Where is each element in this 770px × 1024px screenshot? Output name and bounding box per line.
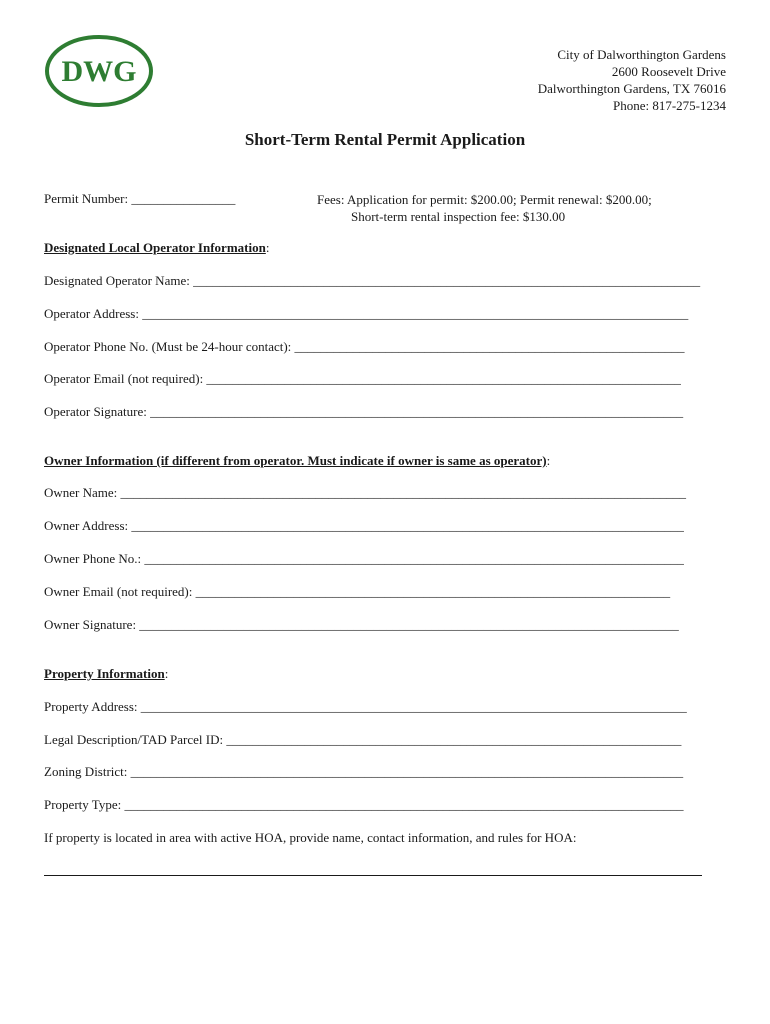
property-heading-text: Property Information <box>44 666 165 681</box>
owner-email-field[interactable]: Owner Email (not required): _________________________________________________________________________ <box>44 584 671 599</box>
owner-phone-field[interactable]: Owner Phone No.: ___________________________________________________________________________________ <box>44 551 684 566</box>
owner-signature-field[interactable]: Owner Signature: ___________________________________________________________________________________ <box>44 617 679 632</box>
operator-heading-text: Designated Local Operator Information <box>44 240 266 255</box>
parcel-id-field[interactable]: Legal Description/TAD Parcel ID: ______________________________________________________________________ <box>44 732 682 747</box>
property-type-field[interactable]: Property Type: ______________________________________________________________________________________ <box>44 797 684 812</box>
logo-text: DWG <box>61 55 137 88</box>
city-logo <box>44 34 154 108</box>
city-state-zip: Dalworthington Gardens, TX 76016 <box>537 81 726 96</box>
city-name: City of Dalworthington Gardens <box>557 47 726 62</box>
fees-block <box>317 191 652 225</box>
owner-address-field[interactable]: Owner Address: _____________________________________________________________________________________ <box>44 518 684 533</box>
city-address-block <box>538 46 726 114</box>
operator-address-field[interactable]: Operator Address: ____________________________________________________________________________________ <box>44 306 689 321</box>
property-section-heading <box>44 666 168 682</box>
phone-number: Phone: 817-275-1234 <box>612 98 726 113</box>
operator-name-field[interactable]: Designated Operator Name: ______________________________________________________________________________ <box>44 273 701 288</box>
hoa-answer-line[interactable] <box>44 875 702 876</box>
property-heading-colon: : <box>164 666 169 681</box>
fees-line-2: Short-term rental inspection fee: $130.00 <box>351 209 566 224</box>
owner-heading-text: Owner Information (if different from operator. Must indicate if owner is same as operator) <box>44 453 547 468</box>
fees-line-1: Fees: Application for permit: $200.00; Permit renewal: $200.00; <box>317 192 652 207</box>
operator-signature-field[interactable]: Operator Signature: __________________________________________________________________________________ <box>44 404 684 419</box>
operator-heading-colon: : <box>265 240 270 255</box>
operator-section-heading <box>44 240 269 256</box>
hoa-note: If property is located in area with active HOA, provide name, contact information, and rules for HOA: <box>44 830 577 845</box>
zoning-district-field[interactable]: Zoning District: _____________________________________________________________________________________ <box>44 764 684 779</box>
street-address: 2600 Roosevelt Drive <box>611 64 726 79</box>
owner-section-heading <box>44 453 550 469</box>
permit-number-field[interactable]: Permit Number: ________________ <box>44 191 236 206</box>
owner-heading-colon: : <box>546 453 551 468</box>
operator-phone-field[interactable]: Operator Phone No. (Must be 24-hour contact): ____________________________________________________________ <box>44 339 685 354</box>
page-title: Short-Term Rental Permit Application <box>244 130 526 149</box>
owner-name-field[interactable]: Owner Name: _______________________________________________________________________________________ <box>44 485 687 500</box>
property-address-field[interactable]: Property Address: ____________________________________________________________________________________ <box>44 699 687 714</box>
operator-email-field[interactable]: Operator Email (not required): _________________________________________________________________________ <box>44 371 681 386</box>
